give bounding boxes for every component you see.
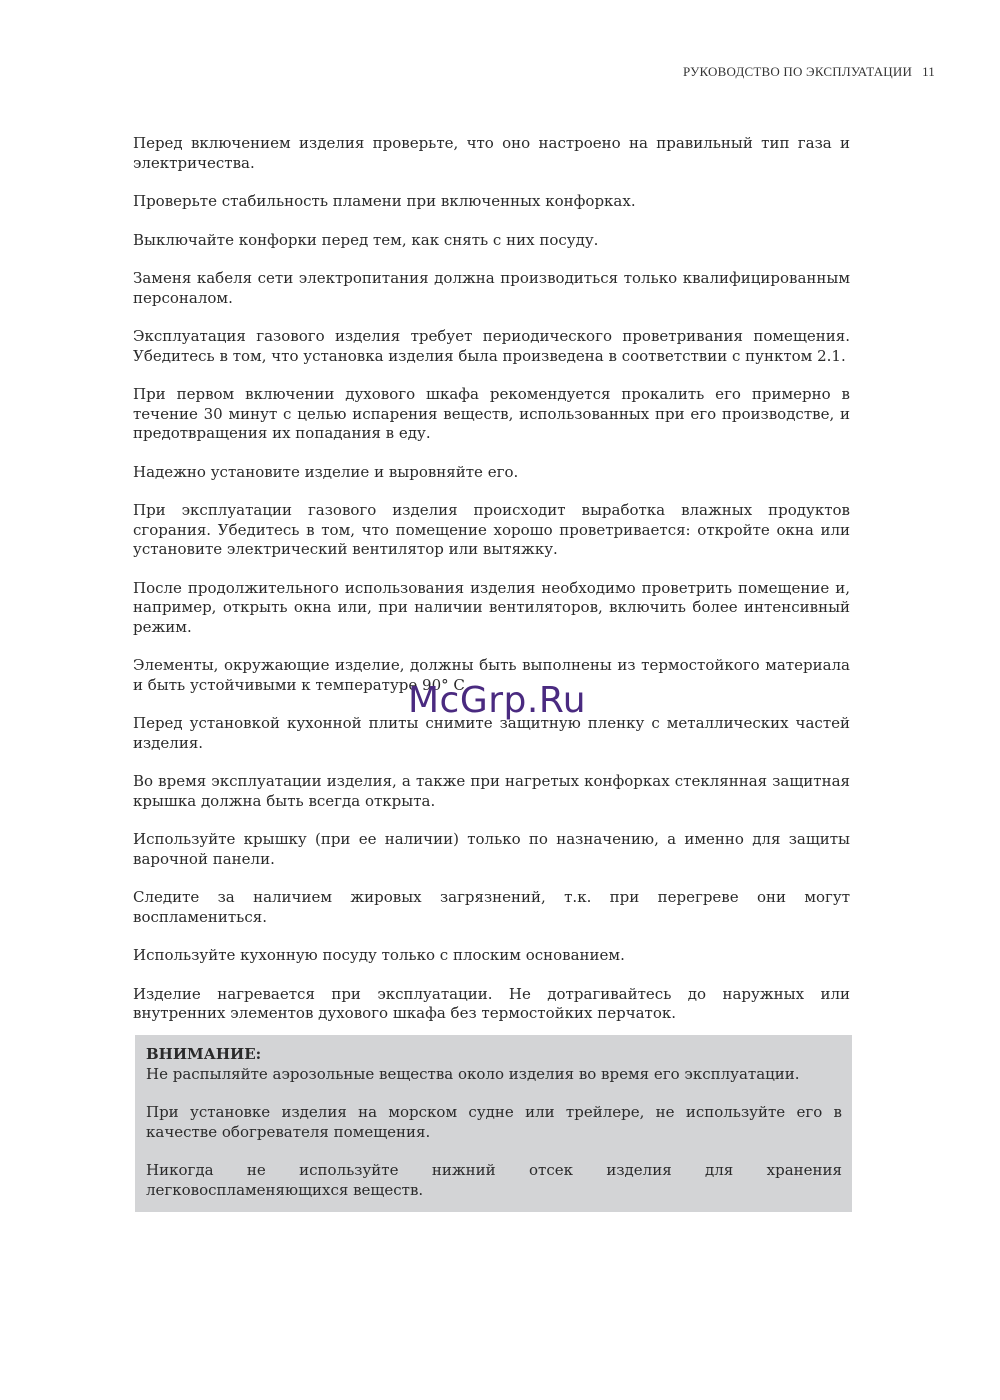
paragraph: Используйте крышку (при ее наличии) только по назначению, а именно для защиты варочной панели. (133, 830, 850, 868)
paragraph: Перед включением изделия проверьте, что оно настроено на правильный тип газа и электричества. (133, 134, 850, 172)
watermark-logo: McGrp.Ru (408, 680, 587, 721)
paragraph: Изделие нагревается при эксплуатации. Не дотрагивайтесь до наружных или внутренних элементов духового шкафа без термостойких перчаток. (133, 984, 850, 1022)
paragraph: После продолжительного использования изделия необходимо проветрить помещение и, например, открыть окна или, при наличии вентиляторов, включить более интенсивный режим. (133, 578, 850, 636)
paragraph: Проверьте стабильность пламени при включенных конфорках. (133, 192, 636, 210)
warning-item: При установке изделия на морском судне или трейлере, не используйте его в качестве обогревателя помещения. (146, 1103, 842, 1141)
paragraph: Перед установкой кухонной плиты снимите защитную пленку с металлических частей изделия. (133, 714, 850, 752)
paragraph: Надежно установите изделие и выровняйте его. (133, 462, 519, 481)
paragraph: Заменя кабеля сети электропитания должна производиться только квалифицированным персоналом. (133, 269, 850, 307)
page-header (683, 64, 935, 80)
paragraph: Выключайте конфорки перед тем, как снять с них посуду. (133, 230, 599, 249)
paragraph: Элементы, окружающие изделие, должны быть выполнены из термостойкого материала и быть устойчивыми к температуре 90° С. (133, 656, 850, 694)
warning-item: Не распыляйте аэрозольные вещества около изделия во время его эксплуатации. (146, 1064, 800, 1083)
paragraph: Следите за наличием жировых загрязнений, т.к. при перегреве они могут воспламениться. (133, 888, 850, 926)
warning-item: Никогда не используйте нижний отсек изделия для хранения легковоспламеняющихся веществ. (146, 1161, 842, 1199)
page-number: 11 (922, 64, 935, 79)
header-title: РУКОВОДСТВО ПО ЭКСПЛУАТАЦИИ (682, 64, 913, 79)
paragraph: Эксплуатация газового изделия требует периодического проветривания помещения. Убедитесь в том, что установка изделия была произведена в соответствии с пунктом 2.1. (133, 327, 850, 365)
paragraph: При эксплуатации газового изделия происходит выработка влажных продуктов сгорания. Убедитесь в том, что помещение хорошо проветривается: откройте окна или установите электрический вентилятор или вытяжку. (133, 501, 850, 558)
warning-title: ВНИМАНИЕ: (146, 1045, 262, 1063)
paragraph: Во время эксплуатации изделия, а также при нагретых конфорках стеклянная защитная крышка должна быть всегда открыта. (133, 772, 850, 810)
main-content (133, 134, 850, 1043)
paragraph: Используйте кухонную посуду только с плоским основанием. (133, 946, 625, 964)
warning-box (135, 1035, 852, 1212)
paragraph: При первом включении духового шкафа рекомендуется прокалить его примерно в течение 30 минут с целью испарения веществ, использованных при его производстве, и предотвращения их попадания в еду. (133, 385, 850, 442)
